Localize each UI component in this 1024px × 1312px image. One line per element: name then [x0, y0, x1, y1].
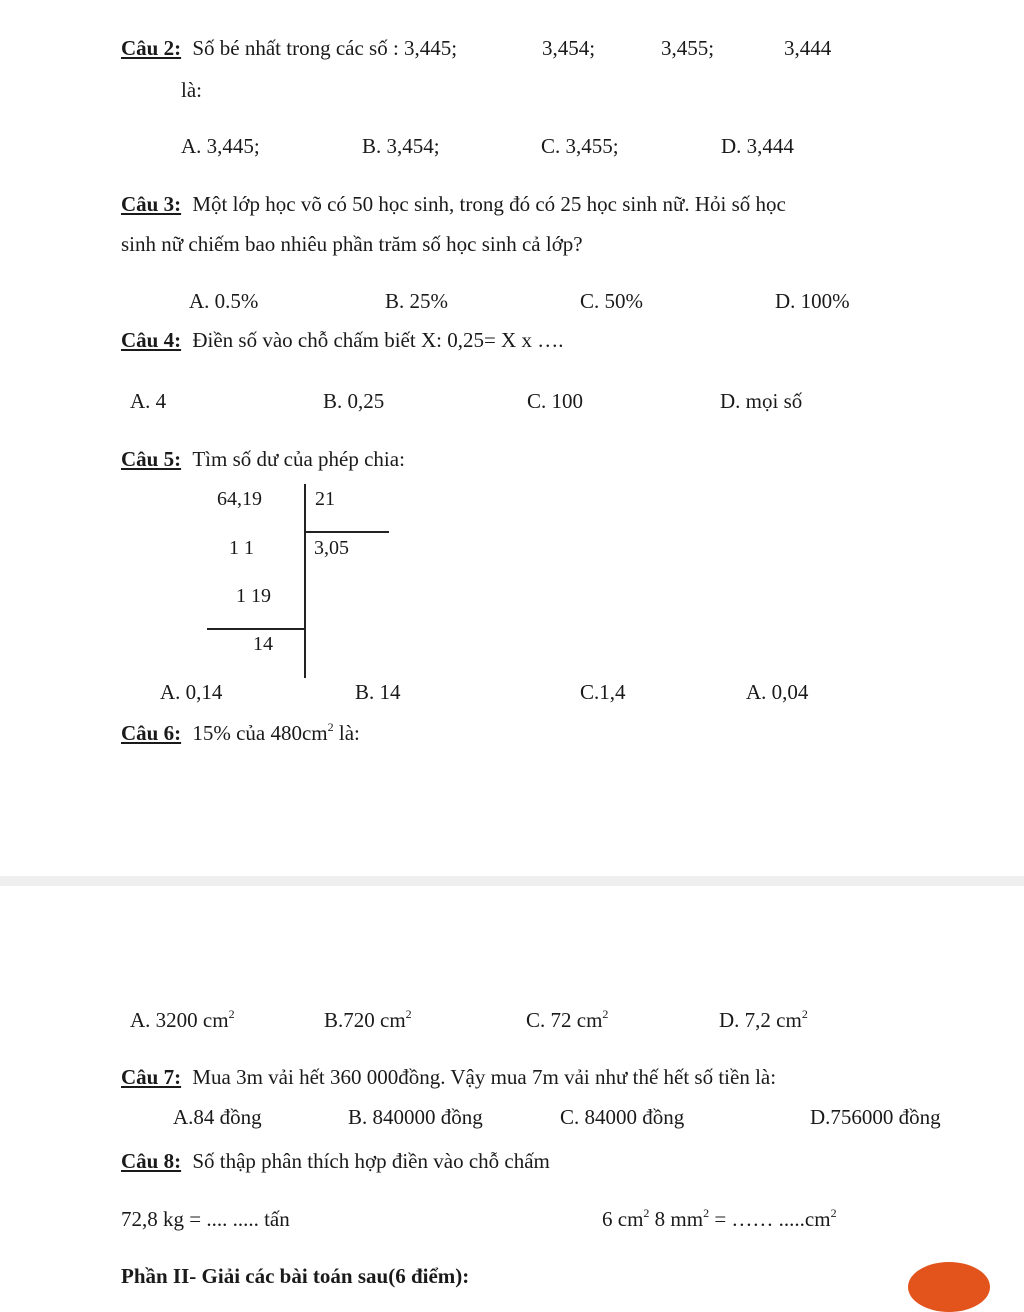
question-6	[121, 720, 360, 745]
question-4	[121, 330, 563, 351]
orange-circle-button[interactable]	[908, 1262, 990, 1312]
question-5-text: Tìm số dư của phép chia:	[192, 447, 405, 471]
question-4-text: Điền số vào chỗ chấm biết X: 0,25= X x ….	[192, 328, 564, 352]
q2-number-3: 3,455;	[661, 36, 715, 60]
part-2-title: Phần II- Giải các bài toán sau(6 điểm):	[121, 1264, 470, 1288]
q8-right-blank[interactable]	[602, 1206, 837, 1231]
q5-option-d[interactable]: A. 0,04	[746, 680, 809, 704]
q8-right-b: 8 mm	[649, 1207, 704, 1231]
q6-option-d-sup: 2	[801, 1007, 808, 1021]
q3-option-d[interactable]: D. 100%	[775, 289, 850, 313]
q2-option-d[interactable]: D. 3,444	[721, 134, 794, 158]
question-2-label: Câu 2:	[121, 36, 182, 60]
q4-option-a[interactable]: A. 4	[130, 389, 167, 413]
q2-number-2: 3,454;	[542, 36, 596, 60]
question-7-text: Mua 3m vải hết 360 000đồng. Vậy mua 7m vải như thế hết số tiền là:	[192, 1065, 777, 1089]
q8-right-sup2: 2	[703, 1206, 710, 1220]
q6-option-b-text: B.720 cm	[324, 1008, 406, 1032]
question-6-text-b: là:	[333, 721, 360, 745]
division-quotient: 3,05	[314, 537, 349, 559]
question-3	[121, 194, 786, 215]
question-7	[121, 1067, 776, 1088]
question-6-text-a: 15% của 480cm	[192, 721, 328, 745]
question-3-line2: sinh nữ chiếm bao nhiêu phần trăm số học sinh cả lớp?	[121, 232, 583, 256]
q8-right-sup1: 2	[643, 1206, 650, 1220]
q6-option-b[interactable]	[324, 1007, 412, 1032]
question-8-label: Câu 8:	[121, 1149, 182, 1173]
question-6-label: Câu 6:	[121, 721, 182, 745]
q7-option-c[interactable]: C. 84000 đồng	[560, 1105, 685, 1129]
q3-option-a[interactable]: A. 0.5%	[189, 289, 259, 313]
q4-option-b[interactable]: B. 0,25	[323, 389, 385, 413]
question-5-label: Câu 5:	[121, 447, 182, 471]
question-7-label: Câu 7:	[121, 1065, 182, 1089]
q2-number-4: 3,444	[784, 36, 832, 60]
division-vertical-line	[304, 484, 306, 678]
q6-option-d-text: D. 7,2 cm	[719, 1008, 802, 1032]
q6-option-c[interactable]	[526, 1007, 609, 1032]
division-step1: 1 1	[229, 537, 254, 559]
question-3-line1: Một lớp học võ có 50 học sinh, trong đó có 25 học sinh nữ. Hỏi số học	[192, 192, 786, 216]
q6-option-c-sup: 2	[602, 1007, 609, 1021]
q8-right-c: = …… .....cm	[709, 1207, 831, 1231]
q2-option-b[interactable]: B. 3,454;	[362, 134, 440, 158]
q5-option-a[interactable]: A. 0,14	[160, 680, 223, 704]
division-step2: 1 19	[236, 585, 271, 607]
division-remainder: 14	[253, 633, 273, 655]
q5-option-b[interactable]: B. 14	[355, 680, 401, 704]
division-subtraction-line	[207, 628, 306, 630]
q6-option-a[interactable]	[130, 1007, 235, 1032]
question-4-label: Câu 4:	[121, 328, 182, 352]
question-3-label: Câu 3:	[121, 192, 182, 216]
q7-option-d[interactable]: D.756000 đồng	[810, 1105, 941, 1129]
q7-option-a[interactable]: A.84 đồng	[173, 1105, 262, 1129]
q3-option-b[interactable]: B. 25%	[385, 289, 448, 313]
q4-option-c[interactable]: C. 100	[527, 389, 584, 413]
q6-option-a-sup: 2	[228, 1007, 235, 1021]
q3-option-c[interactable]: C. 50%	[580, 289, 643, 313]
division-divisor: 21	[315, 488, 335, 510]
question-2	[121, 38, 457, 59]
q2-la: là:	[181, 78, 202, 102]
q6-option-a-text: A. 3200 cm	[130, 1008, 229, 1032]
q8-right-sup3: 2	[830, 1206, 837, 1220]
q6-option-b-sup: 2	[405, 1007, 412, 1021]
page-separator	[0, 876, 1024, 886]
q8-left-blank[interactable]: 72,8 kg = .... ..... tấn	[121, 1207, 290, 1231]
question-2-text: Số bé nhất trong các số : 3,445;	[192, 36, 458, 60]
q2-option-c[interactable]: C. 3,455;	[541, 134, 619, 158]
question-5	[121, 449, 405, 470]
question-8	[121, 1151, 550, 1172]
question-6-sup: 2	[327, 720, 334, 734]
q4-option-d[interactable]: D. mọi số	[720, 389, 803, 413]
question-8-text: Số thập phân thích hợp điền vào chỗ chấm	[192, 1149, 550, 1173]
q5-option-c[interactable]: C.1,4	[580, 680, 626, 704]
division-quotient-line	[305, 531, 389, 533]
division-dividend: 64,19	[217, 488, 262, 510]
q8-right-a: 6 cm	[602, 1207, 644, 1231]
q6-option-d[interactable]	[719, 1007, 808, 1032]
q2-option-a[interactable]: A. 3,445;	[181, 134, 260, 158]
q7-option-b[interactable]: B. 840000 đồng	[348, 1105, 483, 1129]
q6-option-c-text: C. 72 cm	[526, 1008, 603, 1032]
